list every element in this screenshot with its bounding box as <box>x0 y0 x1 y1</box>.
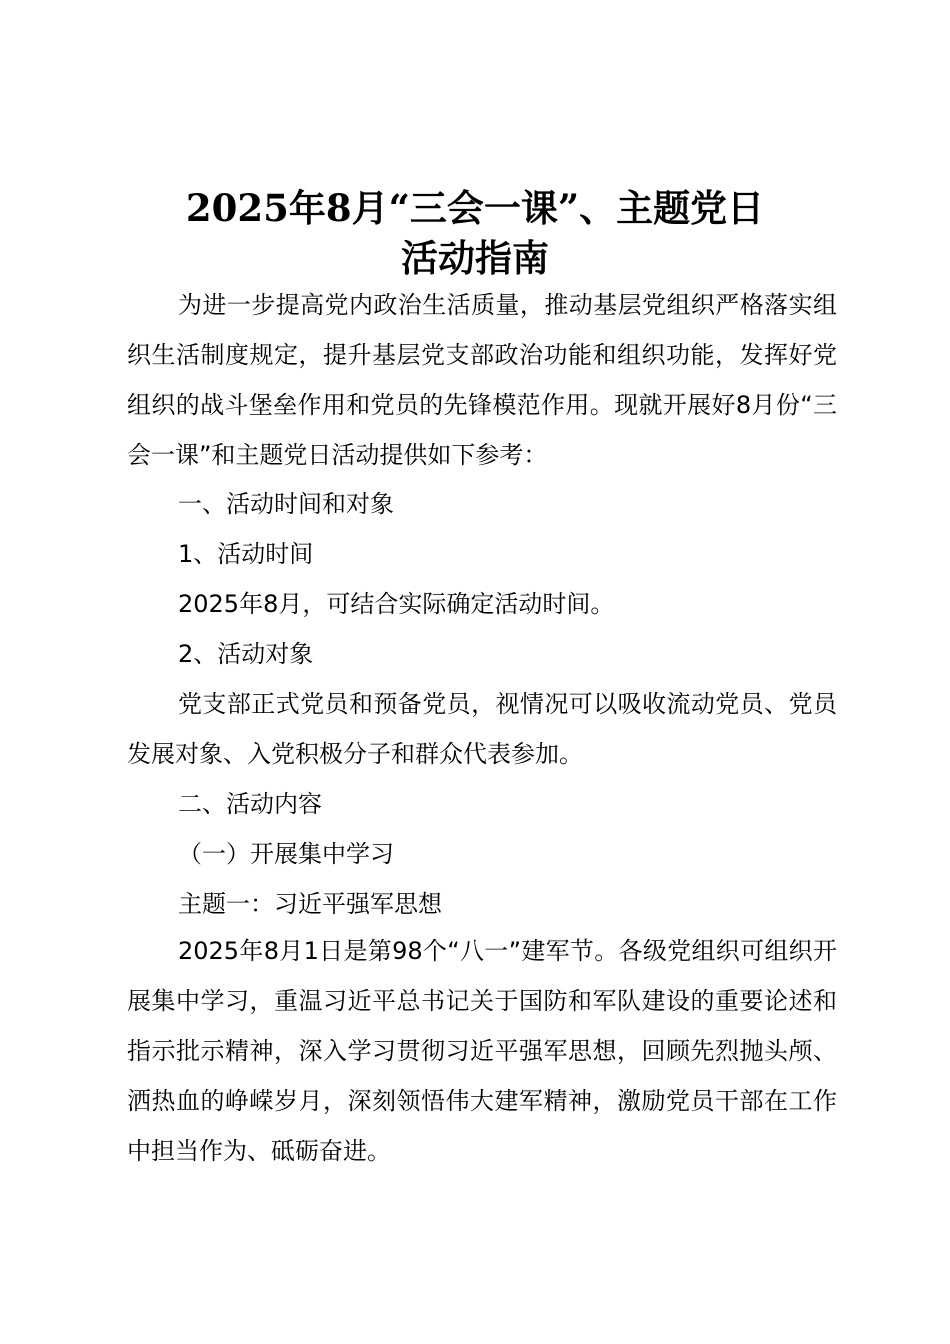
subheading-centralized-study: （一）开展集中学习 <box>178 840 394 868</box>
section-heading-time-and-target: 一、活动时间和对象 <box>178 490 394 518</box>
document-title-line-1: 2025年8月“三会一课”、主题党日 <box>185 186 765 230</box>
intro-paragraph: 为进一步提高党内政治生活质量，推动基层党组织严格落实组织生活制度规定，提升基层党支部政治功能和组织功能，发挥好党组织的战斗堡垒作用和党员的先锋模范作用。现就开展好8月份“三会一课”和主题党日活动提供如下参考： <box>127 291 837 469</box>
activity-time-text: 2025年8月，可结合实际确定活动时间。 <box>178 590 615 618</box>
section-heading-content: 二、活动内容 <box>178 790 322 818</box>
subheading-activity-target: 2、活动对象 <box>178 640 314 668</box>
subheading-activity-time: 1、活动时间 <box>178 540 314 568</box>
activity-target-paragraph: 党支部正式党员和预备党员，视情况可以吸收流动党员、党员发展对象、入党积极分子和群众代表参加。 <box>127 690 837 768</box>
topic-one-heading: 主题一：习近平强军思想 <box>178 890 442 918</box>
document-title-line-2: 活动指南 <box>401 236 549 280</box>
topic-one-paragraph: 2025年8月1日是第98个“八一”建军节。各级党组织可组织开展集中学习，重温习近平总书记关于国防和军队建设的重要论述和指示批示精神，深入学习贯彻习近平强军思想，回顾先烈抛头颅、洒热血的峥嵘岁月，深刻领悟伟大建军精神，激励党员干部在工作中担当作为、砥砺奋进。 <box>127 937 837 1165</box>
